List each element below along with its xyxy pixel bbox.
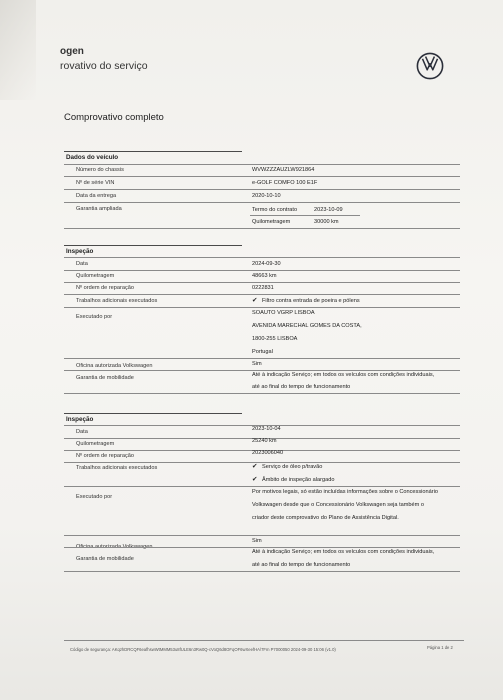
- inspection-1-repair-order-label: Nº ordem de reparação: [76, 285, 135, 291]
- security-code: Código de segurança: AKqzhDRCQF6eafhswWtMMM53u8fULE6n3Rw0Q-cVoQ6d8OFqOF6wXeefHA/7Fm P7000050 2024-09-30 15:06 (v1.0): [70, 647, 336, 652]
- delivery-date-label: Data da entrega: [76, 193, 117, 199]
- inspection-2-extra-work-item: Serviço de óleo p/travão: [262, 464, 323, 470]
- row-rule: [64, 393, 460, 394]
- row-rule: [64, 571, 460, 572]
- inspection-1-executed-by-label: Executado por: [76, 314, 113, 320]
- vehicle-section-title: Dados do veículo: [66, 154, 119, 161]
- inspection-1-executed-by-line: 1800-255 LISBOA: [252, 336, 298, 342]
- row-rule: [250, 215, 360, 216]
- inspection-2-executed-by-line: Volkswagen desde que o Concessionário Volkswagen seja também o: [252, 502, 424, 508]
- inspection-1-workshop-value: Sim: [252, 361, 262, 367]
- row-rule: [64, 294, 460, 295]
- inspection-2-executed-by-line: Por motivos legais, só estão incluídas informações sobre o Concessionário: [252, 489, 438, 495]
- inspection-2-extra-work-label: Trabalhos adicionais executados: [76, 465, 158, 471]
- inspection-2-extra-work-item: Âmbito de inspeção alargado: [262, 477, 335, 483]
- row-rule: [64, 257, 460, 258]
- row-rule: [64, 535, 460, 536]
- inspection-1-date-value: 2024-09-30: [252, 261, 281, 267]
- check-icon: ✔: [252, 463, 258, 470]
- inspection-1-workshop-label: Oficina autorizada Volkswagen: [76, 363, 153, 369]
- warranty-mileage-label: Quilometragem: [252, 219, 291, 225]
- contract-term-label: Termo do contrato: [252, 207, 298, 213]
- inspection-2-mobility-label: Garantia de mobilidade: [76, 556, 134, 562]
- row-rule: [64, 176, 460, 177]
- inspection-1-extra-work-item: Filtro contra entrada de poeira e pólens: [262, 298, 360, 304]
- inspection-1-executed-by-line: Portugal: [252, 349, 273, 355]
- document-title: Comprovativo completo: [64, 112, 164, 123]
- extended-warranty-label: Garantia ampliada: [76, 206, 122, 212]
- inspection-2-title: Inspeção: [66, 416, 94, 423]
- paper-fold: [0, 0, 36, 100]
- inspection-1-extra-work-label: Trabalhos adicionais executados: [76, 298, 158, 304]
- row-rule: [64, 462, 460, 463]
- row-rule: [64, 282, 460, 283]
- row-rule: [64, 189, 460, 190]
- inspection-2-repair-order-value: 2023006040: [252, 450, 284, 456]
- inspection-2-mileage-label: Quilometragem: [76, 441, 115, 447]
- inspection-2-executed-by-line: criador deste comprovativo do Plano de Assistência Digital.: [252, 515, 399, 521]
- delivery-date-value: 2020-10-10: [252, 193, 281, 199]
- inspection-1-date-label: Data: [76, 261, 88, 267]
- row-rule: [64, 202, 460, 203]
- check-icon: ✔: [252, 297, 258, 304]
- check-icon: ✔: [252, 476, 258, 483]
- row-rule: [64, 164, 460, 165]
- inspection-1-mobility-line: até ao final do tempo de funcionamento: [252, 384, 351, 390]
- inspection-2-date-value: 2023-10-04: [252, 426, 281, 432]
- inspection-1-mobility-label: Garantia de mobilidade: [76, 375, 134, 381]
- inspection-1-executed-by-line: AVENIDA MARECHAL GOMES DA COSTA,: [252, 323, 362, 329]
- chassis-label: Número do chassis: [76, 167, 124, 173]
- vin-serial-value: e-GOLF COMFO 100 E1F: [252, 180, 318, 186]
- section-rule: [64, 245, 242, 246]
- inspection-2-executed-by-label: Executado por: [76, 494, 113, 500]
- inspection-2-date-label: Data: [76, 429, 88, 435]
- volkswagen-logo: [416, 52, 444, 80]
- row-rule: [64, 307, 460, 308]
- header-brand: ogen: [60, 46, 84, 57]
- row-rule: [64, 370, 460, 371]
- footer-rule: [64, 640, 464, 641]
- inspection-2-mobility-line: até ao final do tempo de funcionamento: [252, 562, 351, 568]
- inspection-1-executed-by-line: SOAUTO VGRP LISBOA: [252, 310, 315, 316]
- inspection-2-workshop-value: Sim: [252, 538, 262, 544]
- inspection-1-mileage-value: 48663 km: [252, 273, 277, 279]
- row-rule: [64, 547, 460, 548]
- inspection-1-title: Inspeção: [66, 248, 94, 255]
- row-rule: [64, 486, 460, 487]
- inspection-2-workshop-label: Oficina autorizada Volkswagen: [76, 544, 153, 550]
- inspection-2-mileage-value: 25240 km: [252, 438, 277, 444]
- row-rule: [64, 358, 460, 359]
- inspection-2-repair-order-label: Nº ordem de reparação: [76, 453, 135, 459]
- vin-serial-label: Nº de série VIN: [76, 180, 115, 186]
- inspection-1-mobility-line: Até à indicação Serviço; em todos os veículos com condições individuais,: [252, 372, 435, 378]
- page-number: Página 1 de 2: [427, 645, 453, 650]
- inspection-1-repair-order-value: 0222831: [252, 285, 274, 291]
- chassis-value: WVWZZZAUZLW921864: [252, 167, 315, 173]
- warranty-mileage-value: 30000 km: [314, 219, 339, 225]
- row-rule: [64, 270, 460, 271]
- section-rule: [64, 151, 242, 152]
- inspection-1-mileage-label: Quilometragem: [76, 273, 115, 279]
- section-rule: [64, 413, 242, 414]
- contract-term-value: 2023-10-09: [314, 207, 343, 213]
- header-subtitle: rovativo do serviço: [60, 60, 148, 72]
- inspection-2-mobility-line: Até à indicação Serviço; em todos os veículos com condições individuais,: [252, 549, 435, 555]
- row-rule: [64, 228, 460, 229]
